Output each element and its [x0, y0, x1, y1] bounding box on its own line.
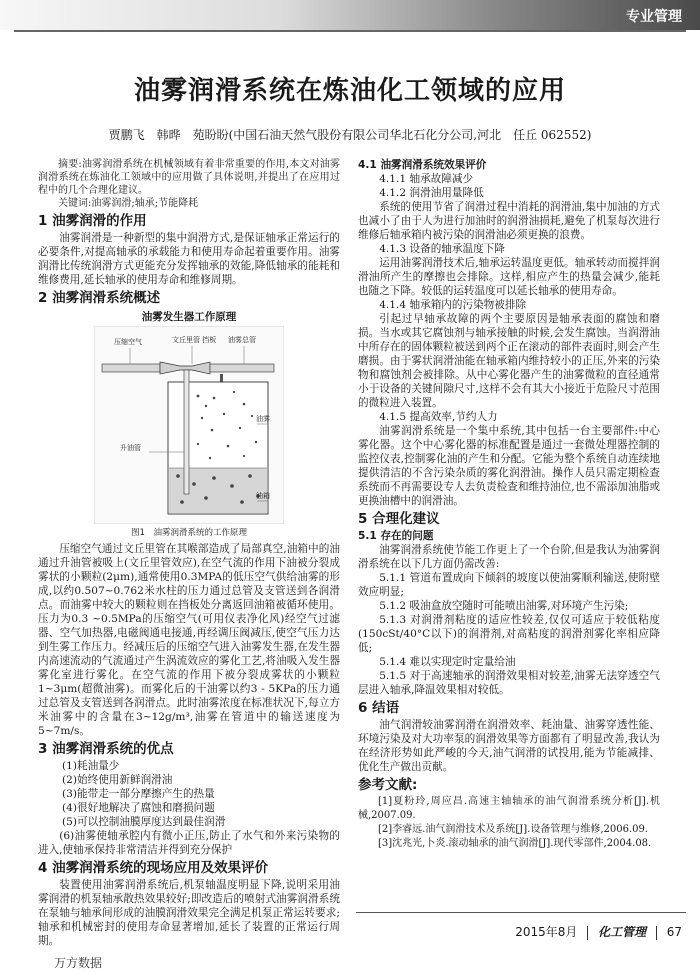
section-5-1-text: 油雾润滑系统使节能工作更上了一个台阶,但是我认为油雾润滑系统在以下几方面仍需改善:	[358, 544, 660, 570]
advantage-item-3: (3)能带走一部分摩擦产生的热量	[62, 788, 215, 800]
oil-level	[169, 468, 267, 513]
suggestion-5-1-4: 5.1.4 难以实现定时定量给油	[379, 656, 516, 668]
mist-generator-diagram	[94, 326, 284, 524]
suggestion-5-1-5: 5.1.5 对于高速轴承的润滑效果相对较差,油雾无法穿透空气层进入轴承,降温效果相对较低。	[358, 670, 660, 696]
mist-generator-figure	[94, 326, 284, 524]
subsection-4-1-5: 4.1.5 提高效率,节约人力	[379, 411, 498, 423]
advantage-item-5: (5)可以控制油膜厚度达到最佳润滑	[62, 816, 226, 828]
figure-label-mist: 油雾	[256, 415, 270, 423]
section-2-heading: 2 油雾润滑系统概述	[38, 290, 161, 306]
advantage-item-6: (6)油雾使轴承腔内有微小正压,防止了水气和外来污染物的进入,使轴承保持非常清洁并得到充分保护	[38, 830, 340, 856]
figure-label-sump: 油箱	[256, 492, 270, 500]
subsection-4-1-2: 4.1.2 润滑油用量降低	[379, 187, 484, 199]
section-1-text: 油雾润滑是一种新型的集中润滑方式,是保证轴承正常运行的必要条件,对提高轴承的承载能力和使用寿命起着重要作用。油雾润滑比传统润滑方式更能充分发挥轴承的效能,降低轴承的能耗和维修费用,延长轴承的使用寿命和维修周期。	[38, 232, 340, 286]
subsection-4-1-4: 4.1.4 轴承箱内的污染物被排除	[379, 299, 527, 311]
magazine-name: 化工管理	[598, 925, 647, 939]
left-column	[38, 158, 340, 948]
reference-item: [1]夏粉玲,周应昌.高速主轴轴承的油气润滑系统分析[J].机械,2007.09.	[358, 796, 660, 821]
subsection-4-1-3-text: 运用油雾润滑技术后,轴承运转温度更低。轴承转动而搅拌润滑油所产生的摩擦也会排除。这样,相应产生的热量会减少,能耗也随之下降。较低的运转温度可以延长轴承的使用寿命。	[358, 257, 660, 297]
subsection-4-1-5-text: 油雾润滑系统是一个集中系统,其中包括一台主要部件:中心雾化器。这个中心雾化器的标准配置是通过一套微处理器控制的监控仪表,控制雾化油的产生和分配。它能为整个系统自动连续地提供清洁的不含污染杂质的雾化润滑油。操作人员只需定期检查系统而不再需要设专人去负责检查和维持油位,也不需添加油脂或更换油槽中的润滑油。	[358, 425, 660, 507]
section-5-heading: 5 合理化建议	[358, 511, 440, 527]
air-inlet-pipe	[102, 364, 160, 372]
section-1-heading: 1 油雾润滑的作用	[38, 213, 147, 229]
reference-item: [3]沈兆光,卜炎.滚动轴承的油气润滑[J].现代零部件,2004.08.	[378, 838, 652, 849]
advantage-item-1: (1)耗油量少	[62, 760, 120, 772]
right-column	[358, 158, 660, 851]
figure-label-outlet: 油雾总管	[228, 336, 256, 344]
section-6-text: 油气润滑较油雾润滑在润滑效率、耗油量、油雾穿透性能、环境污染及对大功率泵的润滑效果等方面都有了明显改善,我认为在经济形势如此严峻的今天,油气润滑的试投用,能为节能减排、优化生产做出贡献。	[358, 719, 660, 773]
issue-date: 2015年8月	[515, 925, 578, 939]
header-rule	[14, 30, 686, 32]
authors-line: 贾鹏飞 韩晔 苑盼盼(中国石油天然气股份有限公司华北石化分公司,河北 任丘 062552)	[108, 128, 592, 142]
suggestion-5-1-2: 5.1.2 吸油盒放空随时可能喷出油雾,对环境产生污染;	[379, 600, 629, 612]
section-4-text: 装置使用油雾润滑系统后,机泵轴温度明显下降,说明采用油雾润滑的机泵轴承散热效果较好;即改造后的喷射式油雾润滑系统在泵轴与轴承间形成的油膜润滑效果完全满足机泵正常运转要求;轴承和机械密封的使用寿命显著增加,延长了装置的正常运行周期。	[38, 879, 340, 947]
abstract: 摘要:油雾润滑系统在机械领域有着非常重要的作用,本文对油雾润滑系统在炼油化工领域中的应用做了具体说明,并提出了在应用过程中的几个合理化建议。	[38, 159, 340, 196]
advantage-item-4: (4)很好地解决了腐蚀和磨损问题	[62, 802, 215, 814]
page-number: 67	[666, 925, 682, 939]
subsection-4-1-2-text: 系统的使用节省了润滑过程中消耗的润滑油,集中加油的方式也减小了由于人为进行加油时的润滑油损耗,避免了机泵每次进行维修后轴承箱内被污染的润滑油必须更换的浪费。	[358, 201, 660, 241]
article-title: 油雾润滑系统在炼油化工领域的应用	[133, 76, 566, 106]
reference-item: [2]李睿远.油气润滑技术及系统[J].设备管理与维修,2006.09.	[378, 824, 649, 835]
section-tag: 专业管理	[626, 9, 682, 25]
riser-tube	[184, 370, 189, 494]
suggestion-5-1-1: 5.1.1 管道布置成向下倾斜的坡度以使油雾顺利输送,使附壁效应明显;	[358, 572, 660, 598]
references-heading: 参考文献:	[358, 777, 418, 793]
figure-label-venturi: 文丘里管 挡板	[172, 336, 217, 344]
figure-label-air: 压缩空气	[114, 338, 142, 346]
section-5-1-heading: 5.1 存在的问题	[358, 530, 434, 542]
footer-separator	[587, 926, 588, 940]
keywords: 关键词:油雾润滑;轴承;节能降耗	[58, 198, 199, 209]
figure-title: 油雾发生器工作原理	[141, 311, 237, 323]
watermark-text: 万方数据	[54, 956, 103, 970]
mist-outlet-pipe	[210, 364, 274, 372]
subsection-4-1-1: 4.1.1 轴承故障减少	[379, 173, 474, 185]
footer-rule	[356, 912, 686, 913]
section-2-text: 压缩空气通过文丘里管在其喉部造成了局部真空,油箱中的油通过升油管被吸上(文丘里管效应),在空气流的作用下油被分裂成雾状的小颗粒(2μm),通常使用0.3MPA的低压空气供给油雾的形成,以约0.507~0.762米水柱的压力通过总管及支管送到各润滑点。而油雾中较大的颗粒则在挡板处分离返回油箱被循环使用。压力为0.3 ~0.5MPa的压缩空气(可用仪表净化风)经空气过滤器、空气加热器,电磁阀通电接通,再经调压阀减压,使空气压力达到生雾工作压力。经减压后的压缩空气进入油雾发生器,在发生器内高速流动的气流通过产生涡流效应的雾化工艺,将油吸入发生器雾化室进行雾化。在空气流的作用下被分裂成雾状的小颗粒1~3μm(超微油雾)。而雾化后的干油雾以约3 - 5KPa的压力通过总管及支管送到各润滑点。此时油雾浓度在标准状况下,每立方米油雾中的含量在3~12g/m³,油雾在管道中的输送速度为5~7m/s。	[38, 543, 340, 737]
section-6-heading: 6 结语	[358, 700, 400, 716]
suggestion-5-1-3: 5.1.3 对润滑剂粘度的适应性较差,仅仅可适应于较低粘度(150cSt/40°C以下)的润滑剂,对高粘度的润滑剂雾化率相应降低;	[358, 614, 660, 654]
figure-label-tube: 升油管	[120, 444, 141, 452]
subsection-4-1-3: 4.1.3 设备的轴承温度下降	[379, 243, 505, 255]
header-band	[0, 0, 700, 30]
advantage-item-2: (2)始终使用新鲜润滑油	[62, 774, 173, 786]
figure-caption: 图1 油雾润滑系统的工作原理	[131, 528, 247, 538]
subsection-4-1-4-text: 引起过早轴承故障的两个主要原因是轴承表面的腐蚀和磨损。当水或其它腐蚀剂与轴承接触的时候,会发生腐蚀。当润滑油中所存在的固体颗粒被送到两个正在滚动的部件表面时,则会产生磨损。由于雾状润滑油能在轴承箱内维持较小的正压,外来的污染物和腐蚀剂会被排除。从中心雾化器产生的油雾微粒的直径通常小于设备的关键间隙尺寸,这样不会有其大小接近于危险尺寸范围的微粒进入装置。	[358, 313, 660, 409]
footer-separator	[656, 926, 657, 940]
section-3-heading: 3 油雾润滑系统的优点	[38, 741, 174, 757]
section-4-heading: 4 油雾润滑系统的现场应用及效果评价	[38, 860, 269, 876]
page-footer	[515, 923, 682, 940]
section-4-1-heading: 4.1 油雾润滑系统效果评价	[358, 159, 487, 171]
